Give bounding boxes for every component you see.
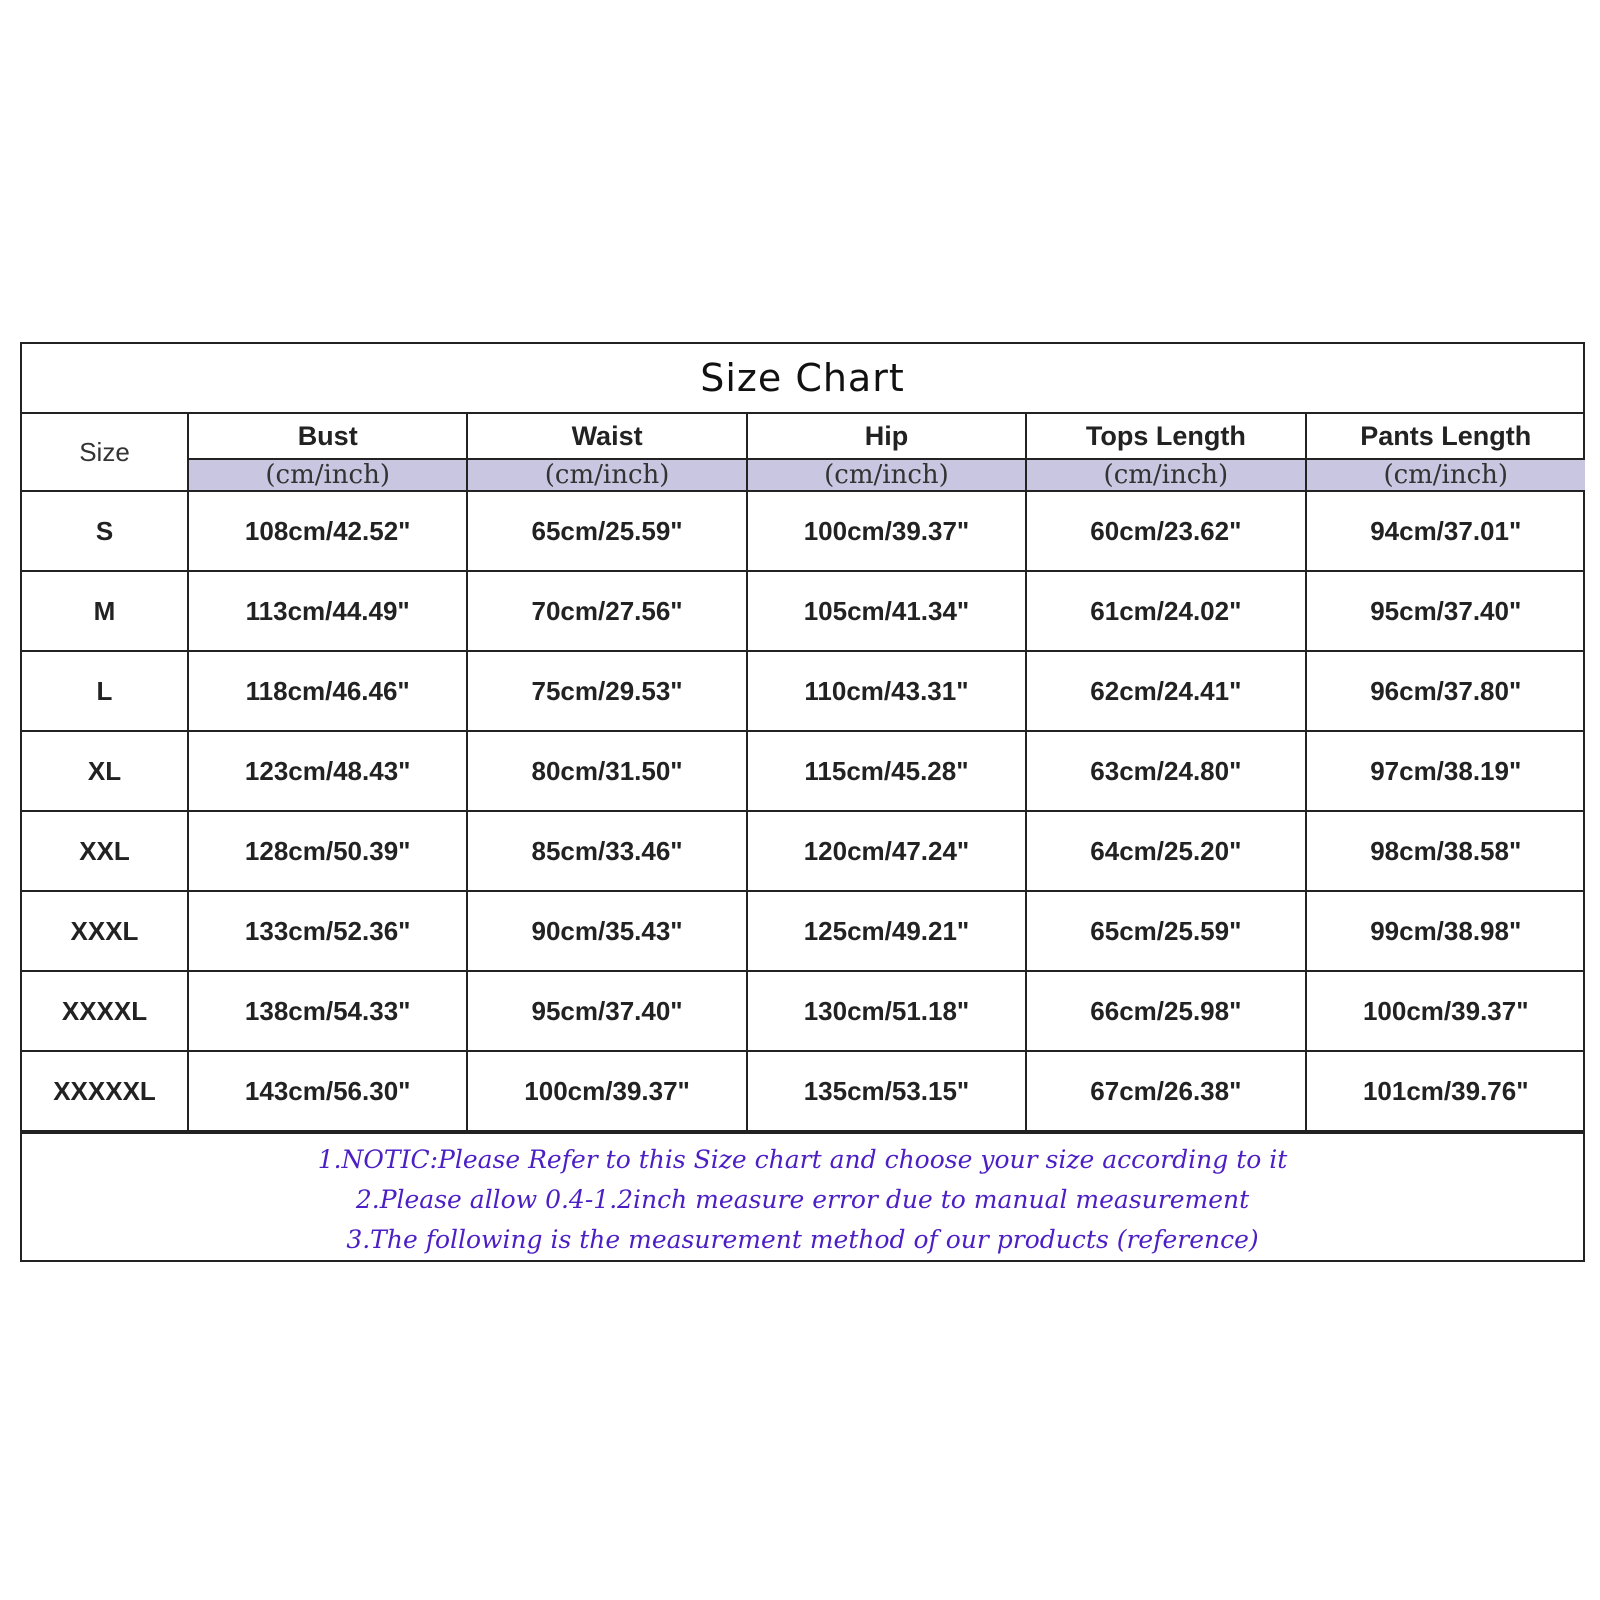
tops-length-cell: 65cm/25.59"	[1026, 891, 1305, 971]
size-cell: XL	[22, 731, 188, 811]
tops-length-cell: 63cm/24.80"	[1026, 731, 1305, 811]
unit-label: (cm/inch)	[747, 459, 1026, 491]
size-table	[22, 414, 1585, 1132]
table-row	[22, 731, 1585, 811]
tops-length-cell: 60cm/23.62"	[1026, 491, 1305, 571]
waist-cell: 85cm/33.46"	[467, 811, 746, 891]
table-row	[22, 571, 1585, 651]
size-column-header: Size	[22, 414, 188, 491]
hip-cell: 130cm/51.18"	[747, 971, 1026, 1051]
waist-cell: 90cm/35.43"	[467, 891, 746, 971]
hip-cell: 100cm/39.37"	[747, 491, 1026, 571]
hip-cell: 110cm/43.31"	[747, 651, 1026, 731]
unit-label: (cm/inch)	[1306, 459, 1585, 491]
waist-cell: 95cm/37.40"	[467, 971, 746, 1051]
pants-length-cell: 95cm/37.40"	[1306, 571, 1585, 651]
hip-cell: 115cm/45.28"	[747, 731, 1026, 811]
waist-cell: 65cm/25.59"	[467, 491, 746, 571]
note-line: 1.NOTIC:Please Refer to this Size chart and choose your size according to it	[317, 1145, 1288, 1174]
waist-cell: 70cm/27.56"	[467, 571, 746, 651]
size-cell: M	[22, 571, 188, 651]
bust-cell: 138cm/54.33"	[188, 971, 467, 1051]
size-cell: XXXL	[22, 891, 188, 971]
table-row	[22, 491, 1585, 571]
bust-cell: 128cm/50.39"	[188, 811, 467, 891]
unit-label: (cm/inch)	[1026, 459, 1305, 491]
note-line: 3.The following is the measurement method of our products (reference)	[346, 1225, 1259, 1254]
table-row	[22, 651, 1585, 731]
unit-row	[22, 459, 1585, 491]
pants-length-cell: 99cm/38.98"	[1306, 891, 1585, 971]
pants-length-cell: 100cm/39.37"	[1306, 971, 1585, 1051]
column-header-pants-length: Pants Length	[1306, 414, 1585, 459]
column-header-waist: Waist	[467, 414, 746, 459]
hip-cell: 120cm/47.24"	[747, 811, 1026, 891]
pants-length-cell: 101cm/39.76"	[1306, 1051, 1585, 1131]
table-row	[22, 971, 1585, 1051]
unit-label: (cm/inch)	[188, 459, 467, 491]
pants-length-cell: 94cm/37.01"	[1306, 491, 1585, 571]
bust-cell: 113cm/44.49"	[188, 571, 467, 651]
table-row	[22, 1051, 1585, 1131]
chart-title: Size Chart	[22, 344, 1583, 414]
hip-cell: 125cm/49.21"	[747, 891, 1026, 971]
size-cell: XXL	[22, 811, 188, 891]
table-row	[22, 811, 1585, 891]
size-cell: S	[22, 491, 188, 571]
hip-cell: 105cm/41.34"	[747, 571, 1026, 651]
tops-length-cell: 62cm/24.41"	[1026, 651, 1305, 731]
size-cell: L	[22, 651, 188, 731]
bust-cell: 118cm/46.46"	[188, 651, 467, 731]
size-chart	[20, 342, 1585, 1262]
bust-cell: 143cm/56.30"	[188, 1051, 467, 1131]
table-row	[22, 891, 1585, 971]
bust-cell: 123cm/48.43"	[188, 731, 467, 811]
pants-length-cell: 97cm/38.19"	[1306, 731, 1585, 811]
column-header-bust: Bust	[188, 414, 467, 459]
tops-length-cell: 64cm/25.20"	[1026, 811, 1305, 891]
size-cell: XXXXXL	[22, 1051, 188, 1131]
pants-length-cell: 96cm/37.80"	[1306, 651, 1585, 731]
unit-label: (cm/inch)	[467, 459, 746, 491]
waist-cell: 75cm/29.53"	[467, 651, 746, 731]
hip-cell: 135cm/53.15"	[747, 1051, 1026, 1131]
note-line: 2.Please allow 0.4-1.2inch measure error due to manual measurement	[355, 1185, 1250, 1214]
column-header-tops-length: Tops Length	[1026, 414, 1305, 459]
tops-length-cell: 61cm/24.02"	[1026, 571, 1305, 651]
tops-length-cell: 67cm/26.38"	[1026, 1051, 1305, 1131]
tops-length-cell: 66cm/25.98"	[1026, 971, 1305, 1051]
waist-cell: 100cm/39.37"	[467, 1051, 746, 1131]
waist-cell: 80cm/31.50"	[467, 731, 746, 811]
column-header-hip: Hip	[747, 414, 1026, 459]
pants-length-cell: 98cm/38.58"	[1306, 811, 1585, 891]
bust-cell: 133cm/52.36"	[188, 891, 467, 971]
bust-cell: 108cm/42.52"	[188, 491, 467, 571]
header-row	[22, 414, 1585, 459]
size-cell: XXXXL	[22, 971, 188, 1051]
notes-section	[22, 1132, 1583, 1272]
